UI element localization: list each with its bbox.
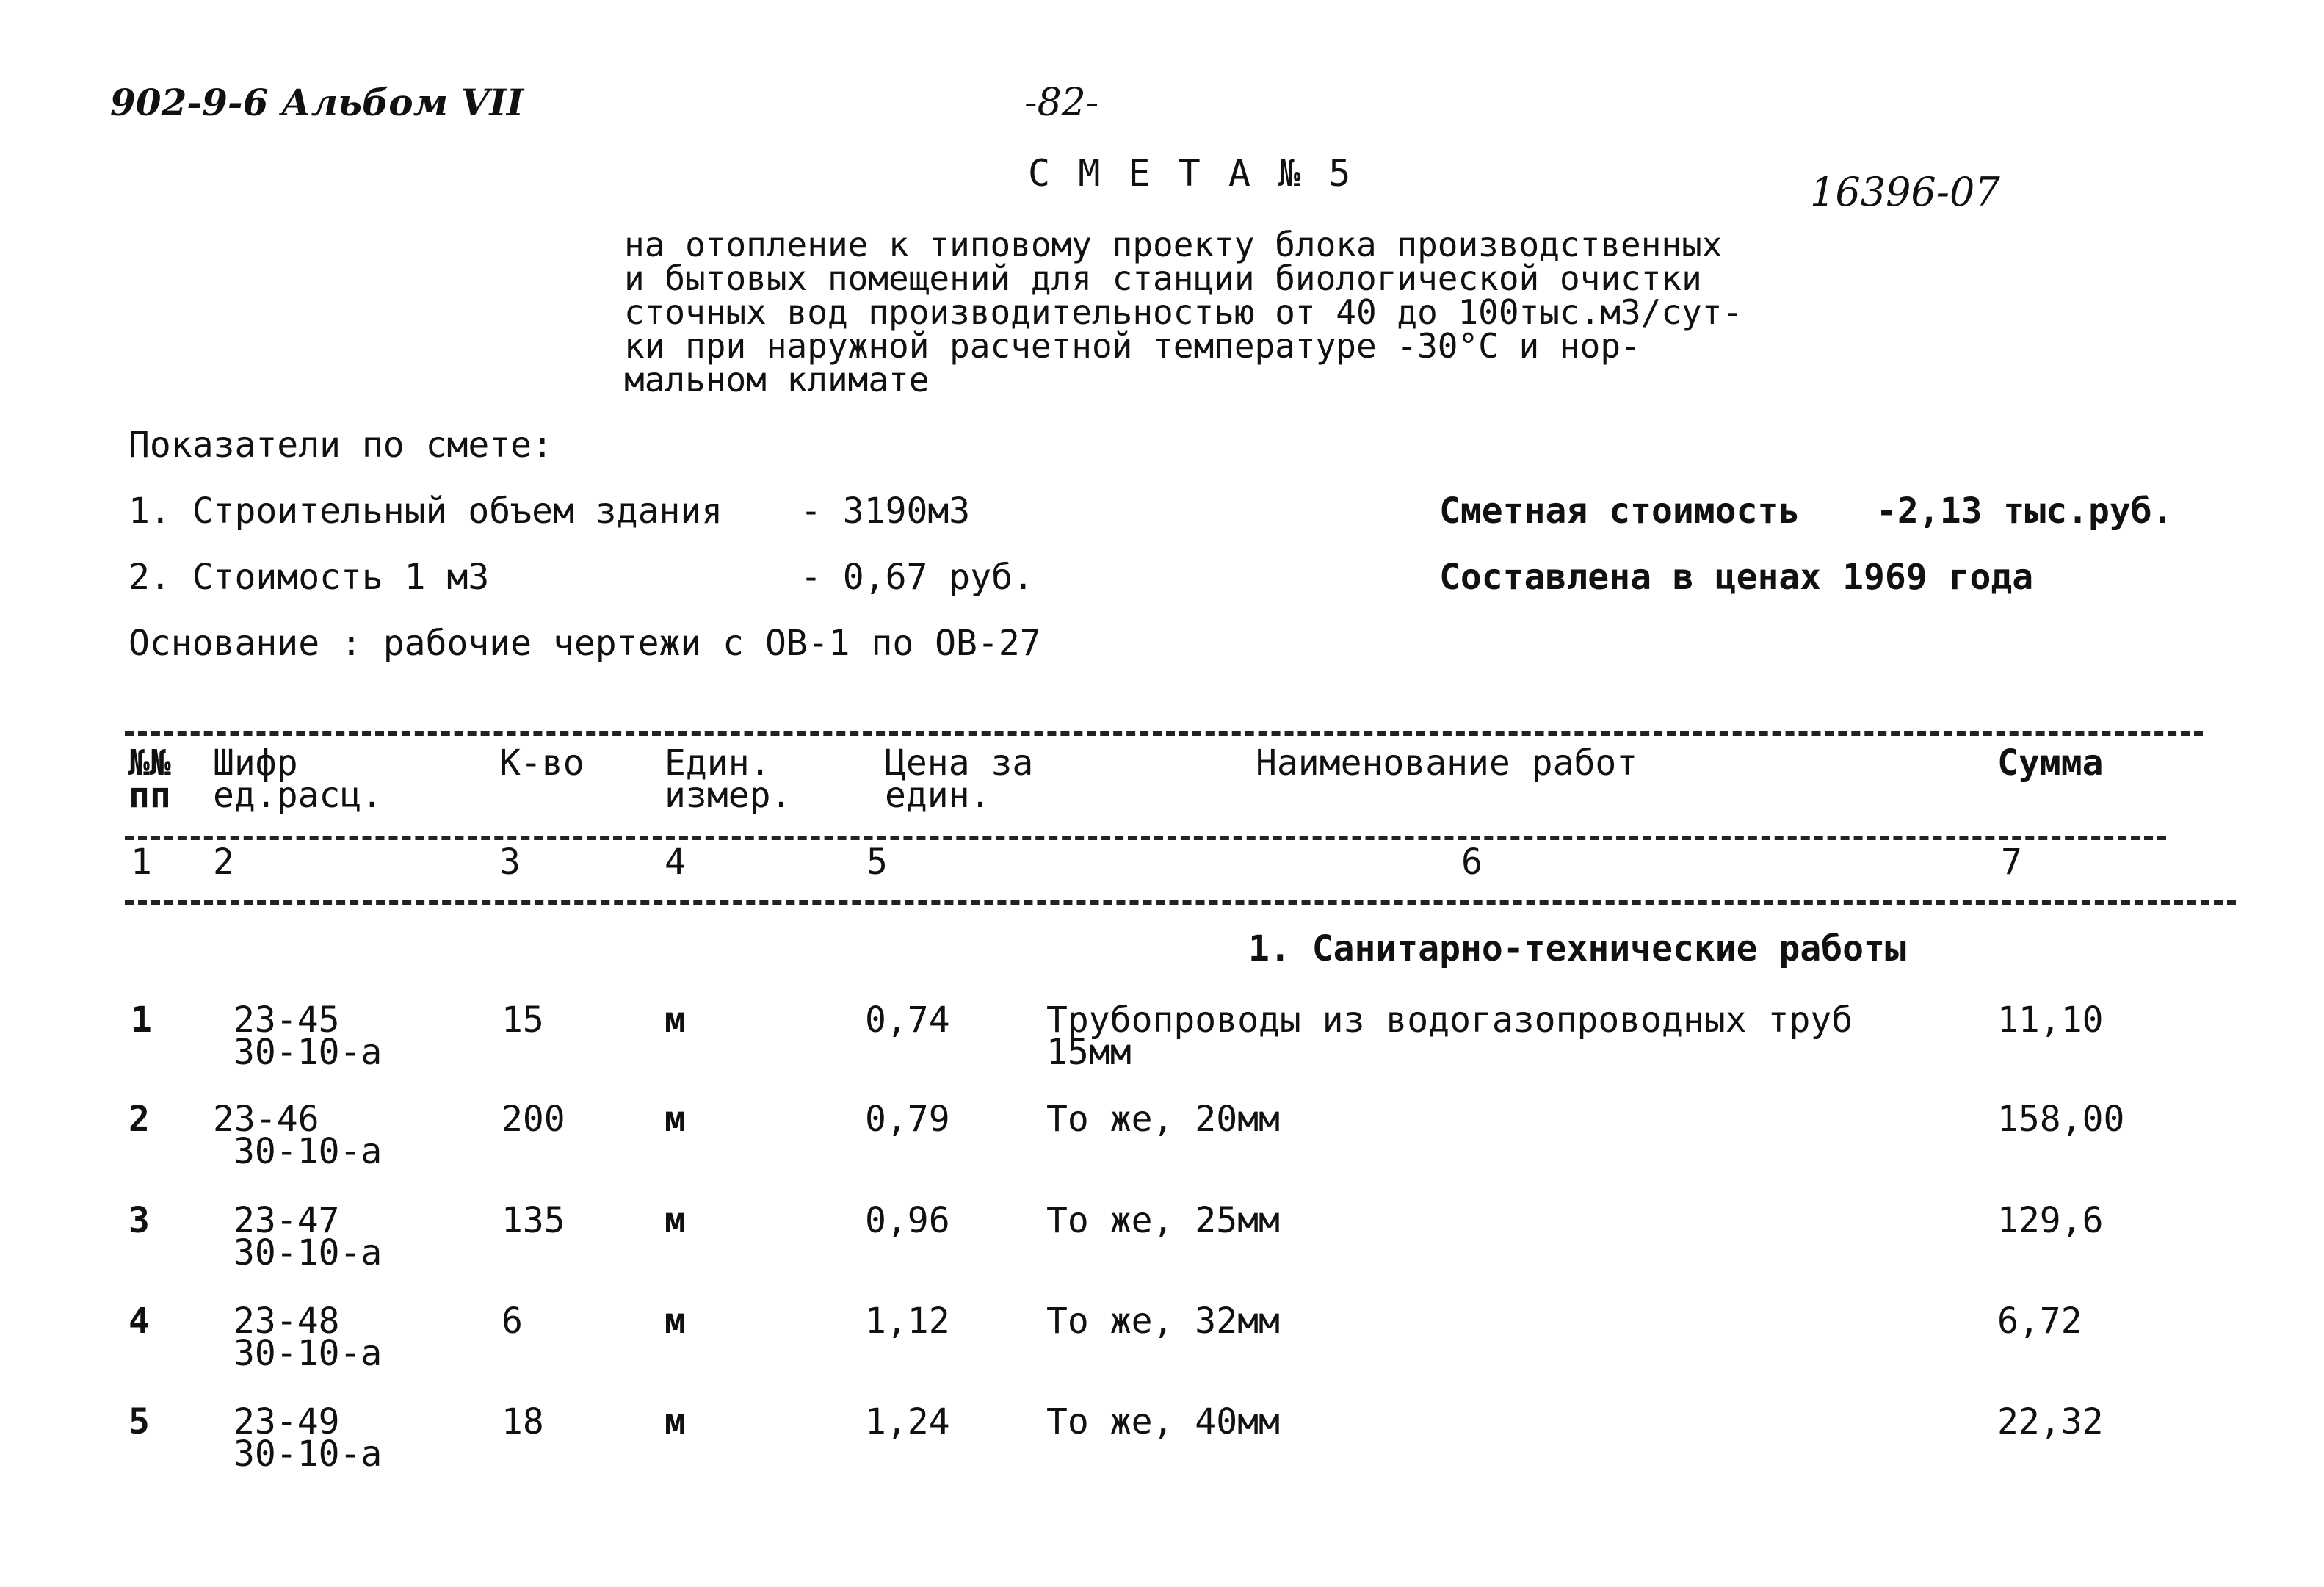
- header-work-name: Наименование работ: [1256, 742, 1638, 784]
- row-2-work-name: То же, 20мм: [1046, 1099, 1280, 1140]
- row-5-sum: 22,32: [1997, 1401, 2104, 1442]
- row-2-price: 0,79: [865, 1099, 950, 1140]
- row-5-price: 1,24: [865, 1401, 950, 1442]
- page-number: -82-: [1024, 81, 1099, 125]
- row-4-unit: м: [665, 1301, 686, 1342]
- column-number-6: 6: [1461, 842, 1483, 883]
- row-3-number: 3: [128, 1200, 150, 1241]
- row-4-price: 1,12: [865, 1301, 950, 1342]
- row-1-code: 23-45 30-10-а: [234, 999, 383, 1073]
- subtitle-line-1: на отопление к типовому проекту блока производственных: [624, 225, 1723, 264]
- subtitle-line-4: ки при наружной расчетной температуре -30°С и нор-: [624, 326, 1641, 366]
- column-number-1: 1: [131, 842, 152, 883]
- row-1-price: 0,74: [865, 999, 950, 1041]
- header-unit: Един. измер.: [665, 742, 792, 816]
- header-sum: Сумма: [1997, 742, 2104, 784]
- row-5-number: 5: [128, 1401, 150, 1442]
- row-4-work-name: То же, 32мм: [1046, 1301, 1280, 1342]
- doc-code: 16396-07: [1810, 169, 2000, 215]
- row-3-sum: 129,6: [1997, 1200, 2104, 1241]
- row-1-number: 1: [131, 999, 152, 1041]
- table-header-rule: [125, 836, 2166, 840]
- estimate-cost-label: Сметная стоимость: [1439, 491, 1800, 532]
- row-3-work-name: То же, 25мм: [1046, 1200, 1280, 1241]
- row-2-code: 23-46 30-10-а: [213, 1099, 383, 1172]
- section-title: 1. Санитарно-технические работы: [1248, 928, 1906, 969]
- header-row-number: №№ пп: [128, 742, 171, 816]
- table-top-rule: [125, 731, 2203, 736]
- column-number-7: 7: [2001, 842, 2022, 883]
- unit-cost-value: - 0,67 руб.: [800, 557, 1034, 598]
- subtitle-line-3: сточных вод производительностью от 40 до 100тыс.м3/сут-: [624, 292, 1743, 332]
- row-5-work-name: То же, 40мм: [1046, 1401, 1280, 1442]
- row-5-code: 23-49 30-10-а: [234, 1401, 383, 1475]
- estimate-cost-value: -2,13 тыс.руб.: [1876, 491, 2173, 532]
- header-quantity: К-во: [499, 742, 584, 784]
- row-5-unit: м: [665, 1401, 686, 1442]
- album-label: 902-9-6 Альбом VII: [110, 81, 524, 124]
- building-volume-label: 1. Строительный объем здания: [128, 491, 723, 532]
- indicators-heading: Показатели по смете:: [128, 424, 553, 466]
- row-3-price: 0,96: [865, 1200, 950, 1241]
- subtitle-line-5: мальном климате: [624, 360, 930, 400]
- column-number-2: 2: [213, 842, 234, 883]
- row-4-quantity: 6: [502, 1301, 523, 1342]
- row-3-unit: м: [665, 1200, 686, 1241]
- row-2-quantity: 200: [502, 1099, 565, 1140]
- row-2-sum: 158,00: [1997, 1099, 2125, 1140]
- row-3-code: 23-47 30-10-а: [234, 1200, 383, 1273]
- row-3-quantity: 135: [502, 1200, 565, 1241]
- column-number-4: 4: [665, 842, 686, 883]
- row-5-quantity: 18: [502, 1401, 544, 1442]
- document-title: С М Е Т А № 5: [1028, 152, 1354, 195]
- column-number-5: 5: [866, 842, 888, 883]
- basis-line: Основание : рабочие чертежи с ОВ-1 по ОВ-27: [128, 623, 1041, 664]
- prices-note: Составлена в ценах 1969 года: [1439, 557, 2034, 598]
- row-1-unit: м: [665, 999, 686, 1041]
- row-4-code: 23-48 30-10-а: [234, 1301, 383, 1374]
- row-1-sum: 11,10: [1997, 999, 2104, 1041]
- header-price: Цена за един.: [885, 742, 1034, 816]
- unit-cost-label: 2. Стоимость 1 м3: [128, 557, 490, 598]
- subtitle-line-2: и бытовых помещений для станции биологической очистки: [624, 259, 1702, 298]
- row-4-number: 4: [128, 1301, 150, 1342]
- table-numbers-rule: [125, 900, 2236, 905]
- column-number-3: 3: [499, 842, 521, 883]
- row-2-number: 2: [128, 1099, 150, 1140]
- row-1-quantity: 15: [502, 999, 544, 1041]
- row-4-sum: 6,72: [1997, 1301, 2082, 1342]
- row-2-unit: м: [665, 1099, 686, 1140]
- header-code: Шифр ед.расц.: [213, 742, 383, 816]
- building-volume-value: - 3190м3: [800, 491, 971, 532]
- row-1-work-name: Трубопроводы из водогазопроводных труб 15мм: [1046, 999, 1853, 1073]
